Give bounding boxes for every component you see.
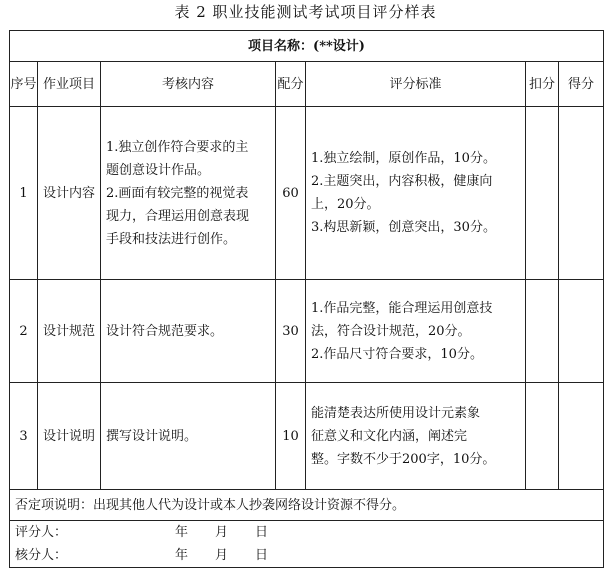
row-seq: 3 (10, 383, 38, 490)
header-deduct: 扣分 (526, 62, 559, 107)
page-title: 表 2 职业技能测试考试项目评分样表 (174, 3, 437, 21)
row-criteria: 1.作品完整，能合理运用创意技 法，符合设计规范，20分。 2.作品尺寸符合要求，10分。 (306, 280, 526, 383)
header-content: 考核内容 (101, 62, 276, 107)
row-item: 设计规范 (38, 280, 101, 383)
row-deduct-cell[interactable] (526, 107, 559, 280)
row-seq: 1 (10, 107, 38, 280)
row-score-cell[interactable] (559, 107, 604, 280)
table-row (10, 383, 604, 490)
signature-block (10, 521, 604, 568)
row-content: 1.独立创作符合要求的主 题创意设计作品。 2.画面有较完整的视觉表 现力，合理运用创意表现 手段和技法进行创作。 (101, 107, 276, 280)
header-criteria: 评分标准 (306, 62, 526, 107)
header-item: 作业项目 (38, 62, 101, 107)
reviewer-label: 核分人： (15, 548, 68, 563)
table-row (10, 107, 604, 280)
scorer-line: 评分人： 年 月 日 (15, 521, 600, 544)
row-content: 撰写设计说明。 (101, 383, 276, 490)
veto-note: 否定项说明：出现其他人代为设计或本人抄袭网络设计资源不得分。 (10, 490, 604, 521)
header-points: 配分 (276, 62, 306, 107)
row-criteria: 1.独立绘制，原创作品，10分。 2.主题突出，内容积极，健康向 上，20分。 3.构思新颖，创意突出，30分。 (306, 107, 526, 280)
row-seq: 2 (10, 280, 38, 383)
row-score-cell[interactable] (559, 383, 604, 490)
table-row (10, 280, 604, 383)
row-points: 30 (276, 280, 306, 383)
row-score-cell[interactable] (559, 280, 604, 383)
row-content: 设计符合规范要求。 (101, 280, 276, 383)
row-deduct-cell[interactable] (526, 280, 559, 383)
reviewer-line: 核分人： 年 月 日 (15, 544, 600, 567)
row-item: 设计说明 (38, 383, 101, 490)
row-deduct-cell[interactable] (526, 383, 559, 490)
header-score: 得分 (559, 62, 604, 107)
scorer-label: 评分人： (15, 525, 68, 540)
scoring-table (9, 30, 604, 568)
row-item: 设计内容 (38, 107, 101, 280)
project-name: 项目名称：(**设计) (10, 31, 604, 62)
row-points: 60 (276, 107, 306, 280)
row-points: 10 (276, 383, 306, 490)
row-criteria: 能清楚表达所使用设计元素象 征意义和文化内涵，阐述完 整。字数不少于200字，10分。 (306, 383, 526, 490)
header-seq: 序号 (10, 62, 38, 107)
